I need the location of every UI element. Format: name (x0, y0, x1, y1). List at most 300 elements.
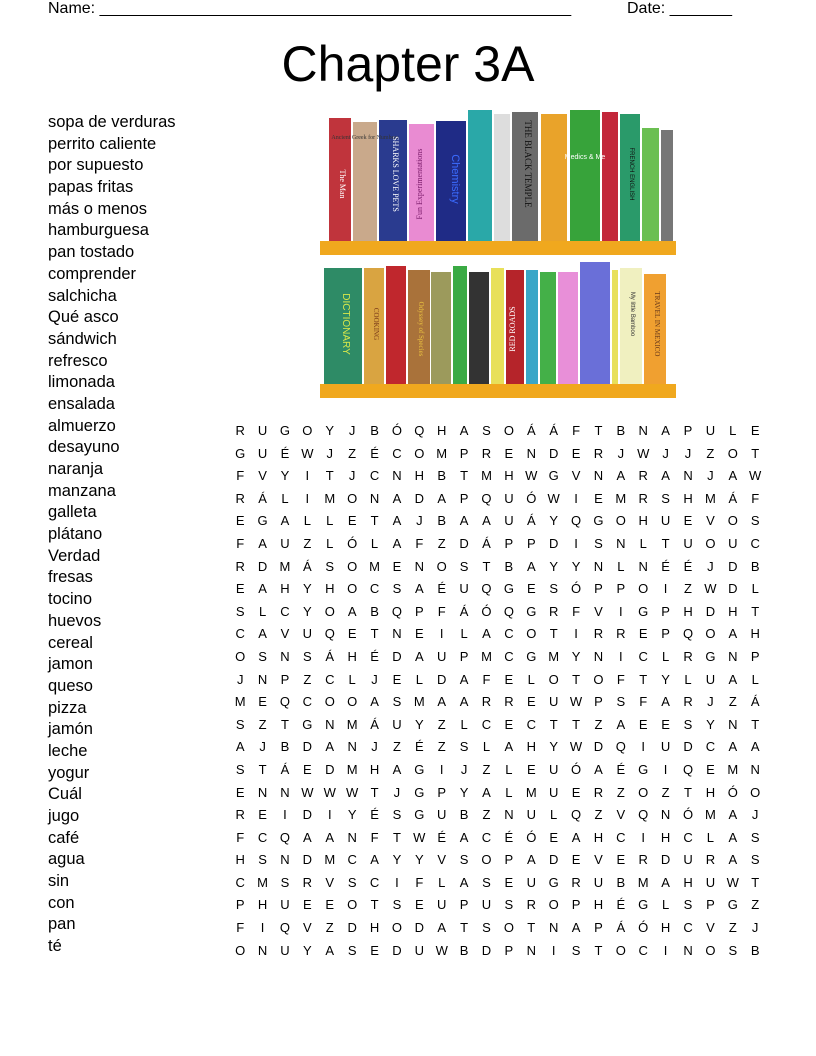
grid-letter: V (258, 468, 267, 484)
book (570, 110, 600, 242)
grid-letter: U (302, 626, 313, 642)
grid-letter: F (751, 490, 760, 506)
grid-letter: F (236, 535, 245, 551)
grid-letter: J (236, 671, 244, 687)
grid-letter: O (638, 581, 649, 597)
grid-letter: W (569, 739, 583, 755)
grid-letter: G (503, 581, 514, 597)
word-list-item: sándwich (48, 329, 117, 348)
grid-letter: É (370, 648, 379, 664)
grid-letter: Z (437, 535, 446, 551)
grid-letter: É (661, 558, 670, 574)
grid-letter: A (392, 535, 402, 551)
grid-letter: A (728, 671, 738, 687)
grid-letter: U (548, 784, 559, 800)
grid-letter: A (661, 874, 670, 890)
grid-letter: S (347, 942, 357, 958)
grid-letter: R (683, 694, 693, 710)
grid-letter: Z (684, 581, 692, 597)
grid-letter: L (751, 581, 759, 597)
grid-letter: V (594, 852, 603, 868)
grid-letter: Ó (526, 829, 537, 845)
grid-letter: A (325, 829, 335, 845)
grid-letter: E (370, 942, 379, 958)
grid-letter: S (258, 852, 267, 868)
grid-letter: Á (750, 694, 760, 710)
grid-letter: N (593, 558, 604, 574)
grid-letter: Z (303, 671, 312, 687)
grid-letter: A (526, 558, 536, 574)
grid-letter: U (548, 761, 559, 777)
grid-letter: D (548, 535, 559, 551)
grid-letter: G (302, 716, 313, 732)
grid-letter: E (347, 513, 357, 529)
grid-letter: I (619, 648, 623, 664)
grid-letter: Á (459, 603, 469, 619)
grid-letter: C (369, 581, 380, 597)
grid-letter: N (638, 558, 648, 574)
book (558, 272, 578, 386)
grid-letter: Q (570, 513, 582, 529)
book-title: Medics & Me (564, 154, 606, 161)
grid-letter: H (437, 423, 447, 438)
grid-letter: V (706, 513, 715, 529)
grid-row (229, 601, 766, 624)
grid-letter: M (413, 694, 425, 710)
grid-letter: A (347, 603, 357, 619)
grid-letter: R (235, 490, 245, 506)
grid-letter: A (594, 761, 603, 777)
word-list-item: té (48, 937, 62, 956)
grid-letter: R (593, 445, 604, 461)
grid-letter: A (728, 852, 738, 868)
grid-letter: Á (280, 761, 290, 777)
grid-letter: W (704, 581, 717, 597)
grid-letter: A (661, 423, 670, 438)
grid-letter: A (728, 468, 738, 484)
grid-letter: T (751, 603, 760, 619)
book (494, 114, 510, 242)
grid-row (229, 917, 766, 940)
grid-letter: A (414, 581, 424, 597)
grid-letter: S (235, 716, 245, 732)
grid-letter: S (616, 694, 626, 710)
grid-letter: O (347, 490, 358, 506)
grid-letter: L (751, 671, 759, 687)
grid-letter: A (258, 535, 267, 551)
book (453, 266, 467, 386)
grid-letter: M (369, 558, 380, 574)
word-list-item: perrito caliente (48, 134, 157, 153)
grid-letter: Q (324, 626, 335, 642)
word-list-item: jamon (48, 655, 93, 674)
grid-letter: E (258, 694, 267, 710)
book (580, 262, 610, 386)
grid-letter: U (705, 671, 716, 687)
grid-letter: M (481, 468, 492, 484)
book-title: The Man (338, 169, 347, 199)
grid-row (229, 420, 766, 443)
grid-letter: F (572, 603, 581, 619)
grid-letter: U (660, 513, 671, 529)
grid-letter: A (459, 513, 469, 529)
grid-letter: V (437, 852, 447, 868)
grid-letter: L (505, 784, 513, 800)
grid-letter: U (437, 648, 447, 664)
grid-letter: T (751, 716, 760, 732)
book (540, 272, 556, 386)
grid-letter: N (616, 535, 626, 551)
grid-letter: C (369, 468, 380, 484)
word-list-item: café (48, 828, 80, 847)
grid-letter: E (392, 671, 402, 687)
grid-letter: N (392, 468, 402, 484)
grid-letter: H (683, 490, 693, 506)
grid-letter: G (638, 603, 649, 619)
grid-letter: Q (682, 626, 694, 642)
grid-letter: S (750, 513, 760, 529)
grid-letter: B (616, 423, 626, 438)
grid-letter: P (235, 897, 245, 913)
grid-letter: T (751, 874, 760, 890)
word-list-item: con (48, 893, 75, 912)
word-list-item: Cuál (48, 785, 82, 804)
grid-letter: O (414, 445, 425, 461)
grid-letter: H (257, 897, 268, 913)
grid-letter: N (347, 829, 357, 845)
grid-letter: Z (325, 920, 334, 936)
date-field-label: Date: _______ (627, 0, 732, 17)
grid-letter: É (437, 829, 447, 845)
grid-letter: J (371, 739, 378, 755)
grid-letter: T (549, 716, 558, 732)
grid-letter: D (414, 920, 425, 936)
grid-letter: N (526, 942, 536, 958)
grid-letter: I (574, 490, 578, 506)
grid-letter: N (280, 852, 290, 868)
grid-letter: W (301, 445, 314, 461)
grid-letter: E (235, 784, 245, 800)
grid-letter: E (504, 874, 514, 890)
grid-letter: E (325, 897, 335, 913)
word-list-item: tocino (48, 590, 93, 609)
grid-letter: É (370, 445, 379, 461)
book-title: SHARKS LOVE PETS (391, 136, 400, 212)
grid-letter: P (661, 626, 670, 642)
grid-letter: L (460, 626, 468, 642)
grid-letter: É (504, 829, 514, 845)
word-list-item: pan tostado (48, 243, 135, 262)
word-list-item: galleta (48, 503, 97, 522)
grid-letter: S (504, 897, 514, 913)
word-list-item: yogur (48, 763, 90, 782)
grid-letter: A (370, 694, 379, 710)
grid-row (229, 510, 766, 533)
grid-letter: G (548, 874, 559, 890)
grid-letter: S (482, 920, 491, 936)
grid-letter: Z (303, 535, 312, 551)
word-list-item: refresco (48, 351, 108, 370)
grid-letter: P (594, 694, 603, 710)
grid-letter: S (459, 739, 469, 755)
grid-letter: S (683, 716, 693, 732)
grid-letter: Y (571, 648, 581, 664)
grid-letter: U (414, 942, 425, 958)
grid-letter: G (593, 513, 604, 529)
word-list-item: jamón (48, 720, 93, 739)
grid-letter: P (459, 445, 469, 461)
grid-letter: S (549, 581, 558, 597)
grid-letter: R (683, 648, 693, 664)
top-shelf-board (320, 241, 676, 255)
grid-letter: R (548, 603, 559, 619)
grid-letter: A (616, 716, 626, 732)
grid-letter: D (392, 648, 402, 664)
grid-letter: E (638, 716, 648, 732)
grid-letter: F (437, 603, 446, 619)
grid-letter: Z (706, 445, 715, 461)
grid-letter: E (616, 852, 626, 868)
grid-row (229, 465, 766, 488)
grid-row (229, 782, 766, 805)
grid-letter: G (414, 761, 425, 777)
grid-letter: Á (526, 423, 536, 438)
grid-letter: N (369, 490, 380, 506)
grid-letter: Ó (481, 603, 492, 619)
grid-letter: L (505, 761, 513, 777)
grid-letter: L (729, 423, 737, 438)
grid-letter: O (347, 558, 358, 574)
word-list-item: limonada (48, 373, 115, 392)
grid-letter: Ó (526, 490, 537, 506)
grid-letter: É (280, 445, 290, 461)
grid-letter: D (325, 761, 335, 777)
grid-letter: O (481, 852, 492, 868)
grid-letter: E (347, 626, 357, 642)
grid-letter: O (347, 581, 358, 597)
grid-letter: I (439, 761, 444, 777)
grid-letter: D (548, 445, 559, 461)
grid-letter: P (504, 942, 514, 958)
grid-letter: U (437, 807, 447, 823)
grid-letter: T (370, 513, 379, 529)
grid-letter: C (235, 626, 245, 642)
grid-letter: E (392, 558, 402, 574)
grid-letter: A (571, 920, 581, 936)
grid-letter: O (705, 535, 716, 551)
grid-letter: C (504, 626, 514, 642)
grid-letter: I (663, 581, 668, 597)
grid-letter: M (346, 761, 358, 777)
grid-letter: R (481, 694, 492, 710)
grid-letter: S (392, 807, 402, 823)
grid-letter: C (325, 671, 335, 687)
grid-letter: Y (414, 852, 424, 868)
grid-letter: V (325, 874, 335, 890)
grid-letter: J (416, 513, 423, 529)
grid-letter: Q (570, 807, 582, 823)
grid-letter: O (750, 784, 761, 800)
grid-row (229, 578, 766, 601)
grid-letter: I (663, 761, 668, 777)
grid-letter: A (437, 694, 447, 710)
grid-letter: O (615, 513, 626, 529)
grid-letter: T (258, 761, 267, 777)
grid-letter: M (704, 490, 716, 506)
grid-letter: J (348, 423, 356, 438)
grid-letter: I (663, 942, 668, 958)
word-list-item: leche (48, 741, 88, 760)
grid-letter: P (661, 603, 670, 619)
grid-letter: N (280, 648, 290, 664)
grid-letter: Z (594, 716, 603, 732)
grid-letter: B (750, 942, 760, 958)
grid-letter: Q (615, 739, 626, 755)
grid-letter: B (504, 558, 514, 574)
grid-letter: H (593, 897, 604, 913)
grid-letter: C (504, 648, 514, 664)
grid-letter: I (619, 603, 623, 619)
grid-letter: P (616, 581, 626, 597)
grid-letter: Á (526, 513, 536, 529)
grid-letter: A (459, 829, 469, 845)
word-list-item: manzana (48, 481, 116, 500)
grid-letter: A (728, 626, 738, 642)
grid-letter: P (280, 671, 290, 687)
grid-letter: N (548, 920, 559, 936)
grid-letter: W (569, 694, 583, 710)
book-title: FRENCH ENGLISH (628, 147, 634, 201)
book (431, 272, 451, 386)
grid-letter: M (257, 874, 268, 890)
grid-letter: O (526, 626, 537, 642)
grid-letter: E (661, 716, 670, 732)
grid-letter: H (526, 739, 536, 755)
word-list-item: sopa de verduras (48, 113, 176, 131)
grid-letter: A (414, 648, 424, 664)
grid-letter: U (705, 423, 716, 438)
grid-letter: E (414, 897, 424, 913)
grid-letter: T (460, 920, 469, 936)
grid-letter: E (526, 761, 536, 777)
grid-letter: G (526, 648, 537, 664)
grid-letter: Q (503, 603, 514, 619)
grid-letter: O (436, 558, 447, 574)
grid-letter: H (347, 648, 357, 664)
grid-letter: N (347, 739, 357, 755)
grid-letter: W (525, 468, 538, 484)
grid-letter: M (548, 648, 560, 664)
grid-letter: S (482, 874, 491, 890)
grid-letter: A (459, 694, 469, 710)
grid-row (229, 714, 766, 737)
grid-letter: C (302, 694, 313, 710)
grid-letter: Z (616, 784, 625, 800)
grid-letter: I (641, 829, 646, 845)
grid-letter: Y (549, 739, 558, 755)
grid-letter: S (235, 761, 245, 777)
grid-letter: W (301, 784, 314, 800)
grid-letter: F (616, 671, 625, 687)
grid-letter: V (280, 626, 290, 642)
grid-letter: S (728, 942, 738, 958)
grid-letter: Z (392, 739, 401, 755)
grid-letter: L (415, 671, 423, 687)
grid-letter: R (302, 874, 313, 890)
grid-letter: S (392, 694, 402, 710)
grid-letter: U (548, 694, 559, 710)
grid-letter: F (236, 920, 245, 936)
grid-letter: G (257, 513, 268, 529)
book-title: Odyssey of Species (417, 301, 425, 357)
book-title: My little Bamboo (629, 291, 635, 337)
grid-letter: V (571, 468, 581, 484)
grid-letter: Y (549, 513, 558, 529)
grid-letter: I (260, 920, 265, 936)
grid-letter: Z (482, 761, 491, 777)
grid-letter: A (392, 490, 402, 506)
grid-letter: A (661, 694, 670, 710)
grid-letter: E (706, 761, 715, 777)
grid-letter: R (638, 490, 648, 506)
book (661, 130, 673, 242)
grid-letter: H (660, 920, 671, 936)
grid-letter: J (707, 694, 714, 710)
grid-letter: H (414, 468, 425, 484)
grid-letter: Z (751, 897, 760, 913)
grid-letter: D (481, 942, 492, 958)
grid-letter: A (526, 852, 536, 868)
grid-letter: A (459, 671, 469, 687)
grid-letter: F (415, 535, 424, 551)
grid-letter: L (326, 535, 334, 551)
grid-letter: O (235, 942, 246, 958)
grid-letter: E (258, 807, 267, 823)
grid-letter: E (549, 829, 558, 845)
grid-letter: H (705, 784, 716, 800)
grid-letter: Q (481, 581, 492, 597)
grid-letter: T (549, 626, 558, 642)
grid-row (229, 556, 766, 579)
grid-letter: P (504, 535, 514, 551)
grid-letter: J (348, 468, 356, 484)
grid-letter: S (303, 648, 312, 664)
grid-letter: T (751, 445, 760, 461)
grid-letter: A (325, 739, 335, 755)
word-list-item: pizza (48, 698, 87, 717)
grid-letter: N (392, 626, 402, 642)
grid-letter: R (235, 807, 245, 823)
grid-letter: Á (325, 648, 335, 664)
grid-letter: C (750, 535, 760, 551)
grid-letter: S (594, 535, 603, 551)
grid-letter: G (548, 468, 559, 484)
grid-letter: A (437, 920, 447, 936)
grid-letter: B (616, 874, 626, 890)
grid-row (229, 940, 766, 963)
grid-letter: D (257, 558, 268, 574)
grid-letter: L (348, 671, 356, 687)
book (642, 128, 659, 242)
grid-letter: A (235, 739, 245, 755)
grid-row (229, 827, 766, 850)
grid-letter: E (303, 761, 312, 777)
grid-letter: O (548, 671, 559, 687)
grid-letter: I (283, 807, 287, 823)
grid-letter: L (639, 535, 647, 551)
grid-letter: Y (280, 468, 290, 484)
grid-letter: N (526, 445, 536, 461)
